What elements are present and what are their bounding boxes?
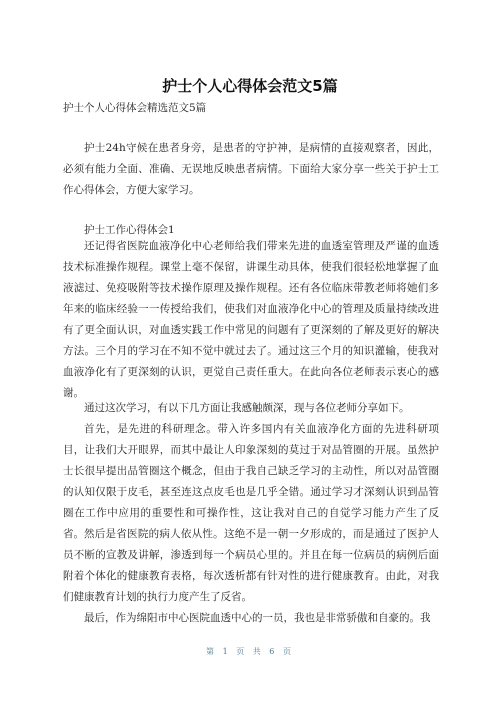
body-paragraph-5: 最后，作为绵阳市中心医院血透中心的一员，我也是非常骄傲和自豪的。我 [84,612,431,624]
body-paragraph-4: 然后是省医院的病人依从性。这绝不是一朝一夕形成的，而是通过了医护人员不断的宣教及讲解，渗透到每一个病员心里的。并且在每一位病员的病例后面附着个体化的健康教育表格，每次透析都有针对性的进行健康教育。由此，对我们健康教育计划的执行力度产生了反省。 [63,528,439,603]
document-subtitle: 护士个人心得体会精选范文5篇 [63,102,207,114]
section-heading: 护士工作心得体会1 [84,224,175,236]
body-paragraph-1: 还记得省医院血液净化中心老师给我们带来先进的血透室管理及严谨的血透技术标准操作规程。课堂上毫不保留，讲课生动具体，使我们很轻松地掌握了血液滤过、免疫吸附等技术操作原理及操作规程。还有各位临床带教老师将她们多年来的临床经验一一传授给我们，使我们对血液净化中心的管理及质量持续改进有了更全面认识，对血透实践工作中常见的问题有了更深刻的了解及更好的解决方法。三个月的学习在不知不觉中就过去了。通过这三个月的知识灌输，使我对血液净化有了更深刻的认识，更觉自己责任重大。在此向各位老师表示衷心的感谢。 [63,240,439,399]
body-paragraph-3: 首先，是先进的科研理念。带入许多国内有关血液净化方面的先进科研项目，让我们大开眼界，而其中最让人印象深刻的莫过于对品管圈的开展。虽然护士长很早提出品管圈这个概念，但由于我自己缺乏学习的主动性，所以对品管圈的认知仅限于皮毛，甚至连这点皮毛也是几乎全错。通过学习才深刻认识到品管圈在工作中应用的重要性和可操作性，这让我对自己的自觉学习能力产生了反省。 [63,423,439,540]
body-paragraph-2: 通过这次学习，有以下几方面让我感触颇深，现与各位老师分享如下。 [84,402,410,414]
document-title: 护士个人心得体会范文5篇 [162,77,338,95]
page-number-footer: 第 1 页 共 6 页 [206,647,294,656]
intro-paragraph: 护士24h守候在患者身旁，是患者的守护神，是病情的直接观察者，因此，必须有能力全面、准确、无误地反映患者病情。下面给大家分享一些关于护士工作心得体会，方便大家学习。 [63,142,439,196]
